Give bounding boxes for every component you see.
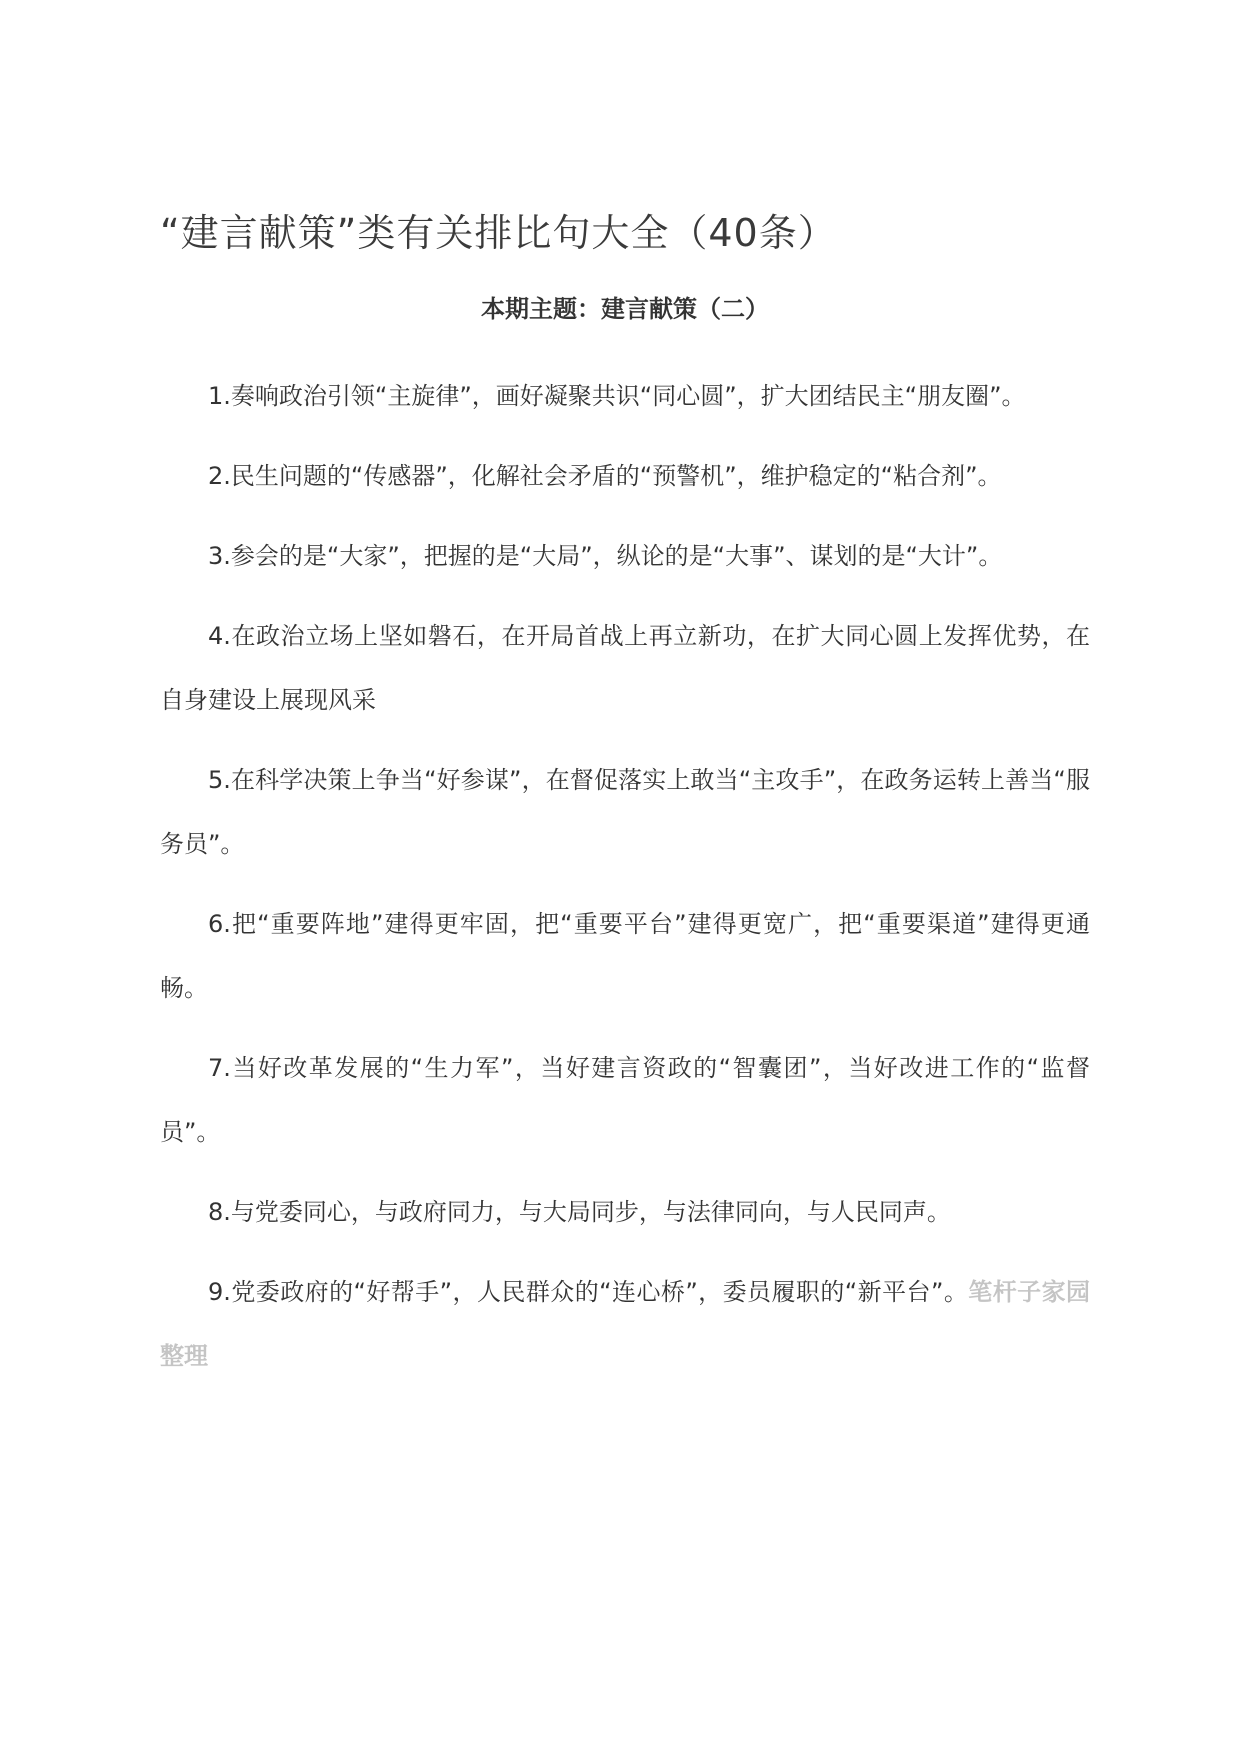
list-item [160,1260,1090,1388]
item-text: 3.参会的是“大家”，把握的是“大局”，纵论的是“大事”、谋划的是“大计”。 [208,542,1003,570]
item-text: 2.民生问题的“传感器”，化解社会矛盾的“预警机”，维护稳定的“粘合剂”。 [208,462,1002,490]
document-subtitle: 本期主题：建言献策（二） [481,295,769,323]
list-item [160,364,1090,428]
list-item [160,524,1090,588]
document-title: “建言献策”类有关排比句大全（40条） [160,211,837,255]
item-text: 9.党委政府的“好帮手”，人民群众的“连心桥”，委员履职的“新平台”。 [208,1278,969,1306]
document-page [160,190,1090,1388]
list-item [160,604,1090,732]
list-item [160,1036,1090,1164]
item-text: 1.奏响政治引领“主旋律”，画好凝聚共识“同心圆”，扩大团结民主“朋友圈”。 [208,382,1026,410]
list-item [160,1180,1090,1244]
item-list [160,364,1090,1388]
source-credit: 笔杆子家园整理 [160,1278,1091,1370]
item-text: 8.与党委同心，与政府同力，与大局同步，与法律同向，与人民同声。 [208,1198,951,1226]
list-item [160,748,1090,876]
item-text: 6.把“重要阵地”建得更牢固，把“重要平台”建得更宽广，把“重要渠道”建得更通畅。 [160,910,1090,1002]
list-item [160,444,1090,508]
item-text: 4.在政治立场上坚如磐石，在开局首战上再立新功，在扩大同心圆上发挥优势，在自身建设上展现风采 [160,622,1090,714]
list-item [160,892,1090,1020]
item-text: 7.当好改革发展的“生力军”，当好建言资政的“智囊团”，当好改进工作的“监督员”。 [160,1054,1090,1146]
item-text: 5.在科学决策上争当“好参谋”，在督促落实上敢当“主攻手”，在政务运转上善当“服务员”。 [160,766,1090,858]
